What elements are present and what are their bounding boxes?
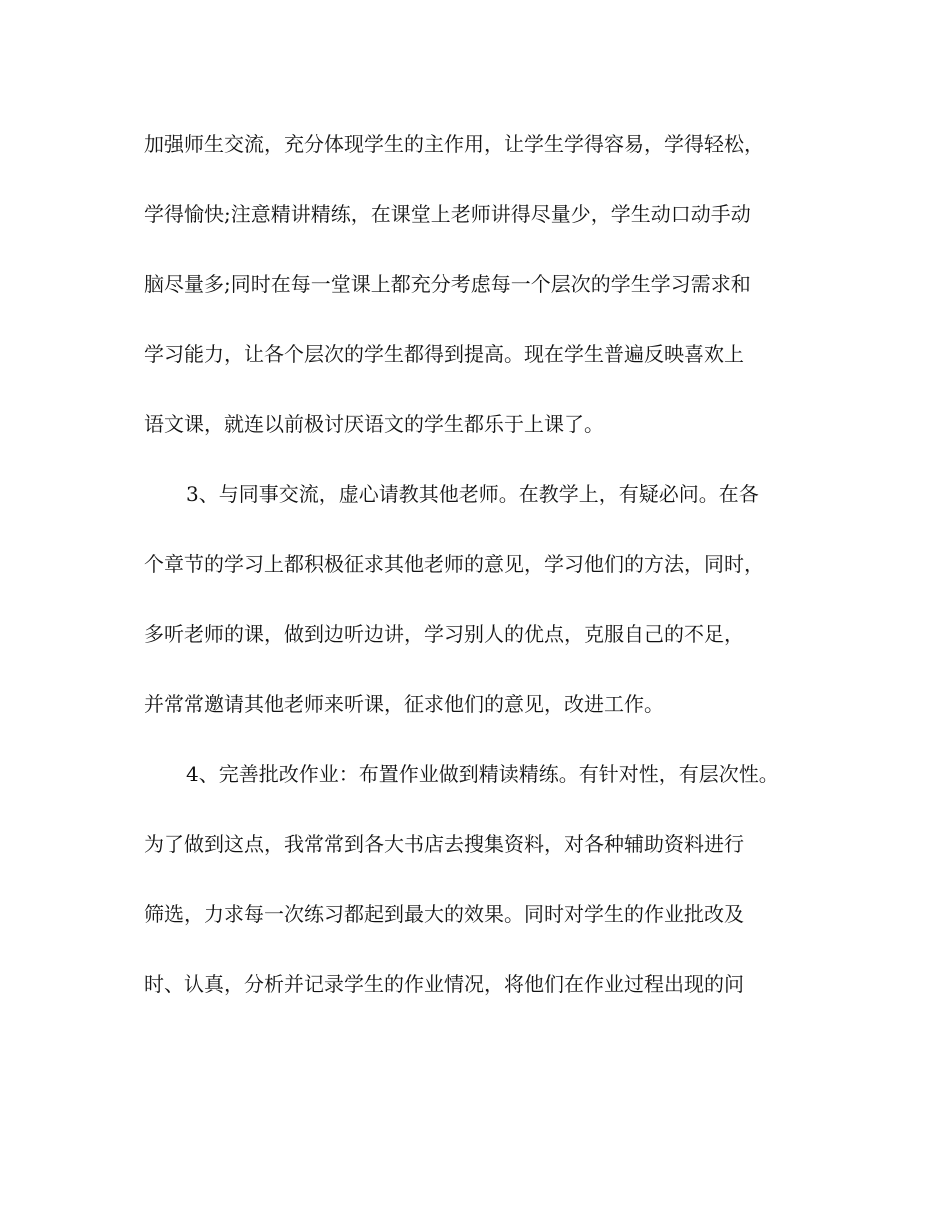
text-line: 学习能力，让各个层次的学生都得到提高。现在学生普遍反映喜欢上 — [144, 342, 744, 366]
text-line: 语文课，就连以前极讨厌语文的学生都乐于上课了。 — [144, 412, 604, 436]
paragraph-4-start: 4、完善批改作业：布置作业做到精读精练。有针对性，有层次性。 — [186, 762, 779, 786]
text-line: 脑尽量多;同时在每一堂课上都充分考虑每一个层次的学生学习需求和 — [144, 272, 751, 296]
text-line: 学得愉快;注意精讲精练，在课堂上老师讲得尽量少，学生动口动手动 — [144, 202, 751, 226]
text-line: 为了做到这点，我常常到各大书店去搜集资料，对各种辅助资料进行 — [144, 832, 744, 856]
text-line: 筛选，力求每一次练习都起到最大的效果。同时对学生的作业批改及 — [144, 902, 744, 926]
body-text — [144, 120, 824, 1030]
text-line: 加强师生交流，充分体现学生的主作用，让学生学得容易，学得轻松， — [144, 132, 764, 156]
text-line: 并常常邀请其他老师来听课，征求他们的意见，改进工作。 — [144, 692, 664, 716]
text-line: 个章节的学习上都积极征求其他老师的意见，学习他们的方法，同时， — [144, 552, 764, 576]
text-line: 多听老师的课，做到边听边讲，学习别人的优点，克服自己的不足， — [144, 622, 744, 646]
paragraph-3-start: 3、与同事交流，虚心请教其他老师。在教学上，有疑必问。在各 — [186, 482, 759, 506]
text-line: 时、认真，分析并记录学生的作业情况，将他们在作业过程出现的问 — [144, 972, 744, 996]
